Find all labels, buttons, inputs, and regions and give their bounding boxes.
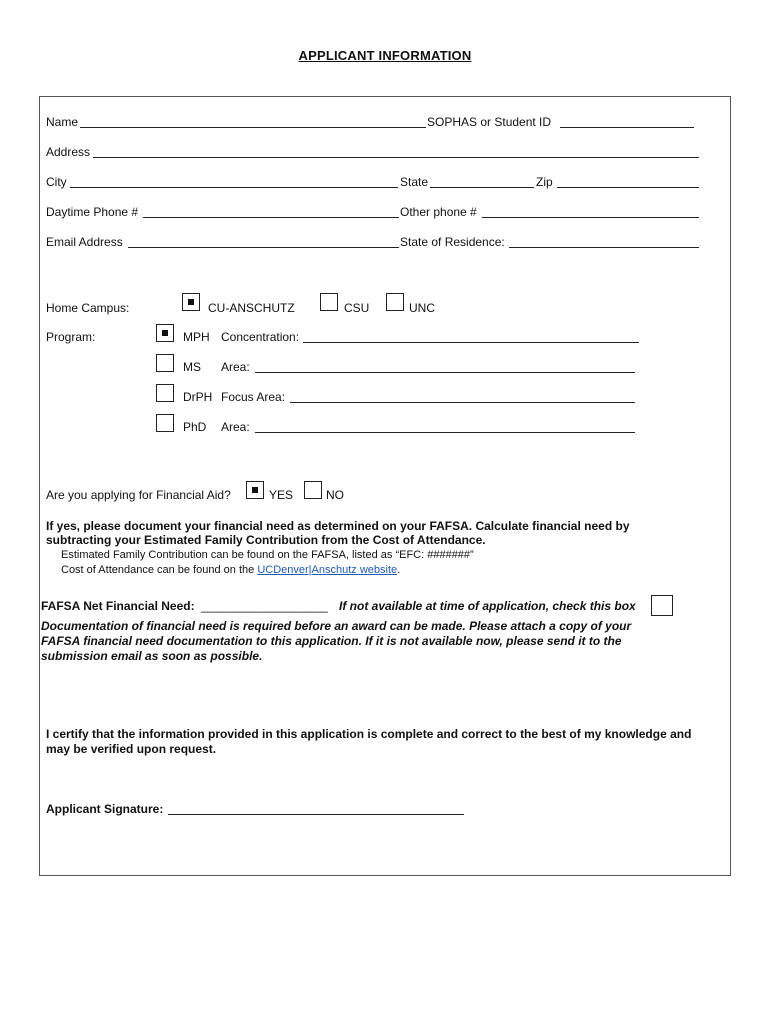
- phd-area-field[interactable]: [255, 432, 635, 433]
- mph-concentration-label: Concentration:: [221, 330, 300, 344]
- address-field[interactable]: [93, 157, 699, 158]
- email-label: Email Address: [46, 235, 123, 249]
- unc-checkbox[interactable]: [386, 293, 404, 311]
- state-residence-field[interactable]: [509, 247, 699, 248]
- phd-label: PhD: [183, 420, 207, 434]
- program-label: Program:: [46, 330, 96, 344]
- state-field[interactable]: [430, 187, 534, 188]
- zip-label: Zip: [536, 175, 553, 189]
- fafsa-doc-line-2: FAFSA financial need documentation to this application. If it is not available now, please send it to the: [41, 634, 622, 648]
- city-field[interactable]: [70, 187, 398, 188]
- financial-aid-no-label: NO: [326, 488, 344, 502]
- sophas-id-label: SOPHAS or Student ID: [427, 115, 552, 129]
- signature-label: Applicant Signature:: [46, 802, 164, 816]
- mph-checkbox[interactable]: [156, 324, 174, 342]
- financial-aid-no-checkbox[interactable]: [304, 481, 322, 499]
- financial-aid-question: Are you applying for Financial Aid?: [46, 488, 231, 502]
- mph-concentration-field[interactable]: [303, 342, 639, 343]
- name-label: Name: [46, 115, 79, 129]
- fafsa-not-available-text: If not available at time of application, check this box: [339, 599, 636, 613]
- drph-focus-area-field[interactable]: [290, 402, 635, 403]
- city-label: City: [46, 175, 67, 189]
- state-residence-label: State of Residence:: [400, 235, 505, 249]
- address-label: Address: [46, 145, 91, 159]
- state-label: State: [400, 175, 429, 189]
- other-phone-field[interactable]: [482, 217, 699, 218]
- zip-field[interactable]: [557, 187, 699, 188]
- instruction-line-2: subtracting your Estimated Family Contribution from the Cost of Attendance.: [46, 533, 486, 547]
- instruction-line-1: If yes, please document your financial need as determined on your FAFSA. Calculate financial need by: [46, 519, 630, 533]
- ms-checkbox[interactable]: [156, 354, 174, 372]
- certify-line-2: may be verified upon request.: [46, 742, 217, 756]
- form-box: [39, 96, 731, 876]
- instruction-line-4: [61, 563, 400, 577]
- instruction-line-4-suffix: .: [397, 564, 401, 576]
- other-phone-label: Other phone #: [400, 205, 477, 219]
- certify-line-1: I certify that the information provided in this application is complete and correct to the best of my knowledge and: [46, 727, 692, 741]
- csu-label: CSU: [344, 301, 370, 315]
- drph-label: DrPH: [183, 390, 213, 404]
- drph-checkbox[interactable]: [156, 384, 174, 402]
- fafsa-need-field[interactable]: ___________________: [201, 599, 328, 613]
- ms-label: MS: [183, 360, 201, 374]
- financial-aid-yes-checkbox[interactable]: [246, 481, 264, 499]
- fafsa-doc-line-1: Documentation of financial need is required before an award can be made. Please attach a copy of your: [41, 619, 632, 633]
- phd-checkbox[interactable]: [156, 414, 174, 432]
- ms-area-label: Area:: [221, 360, 250, 374]
- ms-area-field[interactable]: [255, 372, 635, 373]
- instruction-line-3: Estimated Family Contribution can be found on the FAFSA, listed as “EFC: #######”: [61, 549, 474, 561]
- drph-focus-area-label: Focus Area:: [221, 390, 286, 404]
- mph-label: MPH: [183, 330, 210, 344]
- cu-anschutz-checkbox[interactable]: [182, 293, 200, 311]
- unc-label: UNC: [409, 301, 435, 315]
- ucdenver-anschutz-link[interactable]: UCDenver|Anschutz website: [257, 564, 398, 576]
- cu-anschutz-label: CU-ANSCHUTZ: [208, 301, 295, 315]
- daytime-phone-label: Daytime Phone #: [46, 205, 139, 219]
- phd-area-label: Area:: [221, 420, 250, 434]
- signature-field[interactable]: [168, 814, 464, 815]
- fafsa-need-label: FAFSA Net Financial Need:: [41, 599, 195, 613]
- home-campus-label: Home Campus:: [46, 301, 130, 315]
- instruction-line-4-prefix: Cost of Attendance can be found on the: [61, 564, 258, 576]
- financial-aid-yes-label: YES: [269, 488, 294, 502]
- page-title: APPLICANT INFORMATION: [298, 48, 472, 63]
- email-field[interactable]: [128, 247, 399, 248]
- fafsa-doc-line-3: submission email as soon as possible.: [41, 649, 263, 663]
- daytime-phone-field[interactable]: [143, 217, 399, 218]
- csu-checkbox[interactable]: [320, 293, 338, 311]
- sophas-id-field[interactable]: [560, 127, 694, 128]
- name-field[interactable]: [80, 127, 426, 128]
- fafsa-not-available-checkbox[interactable]: [651, 595, 673, 616]
